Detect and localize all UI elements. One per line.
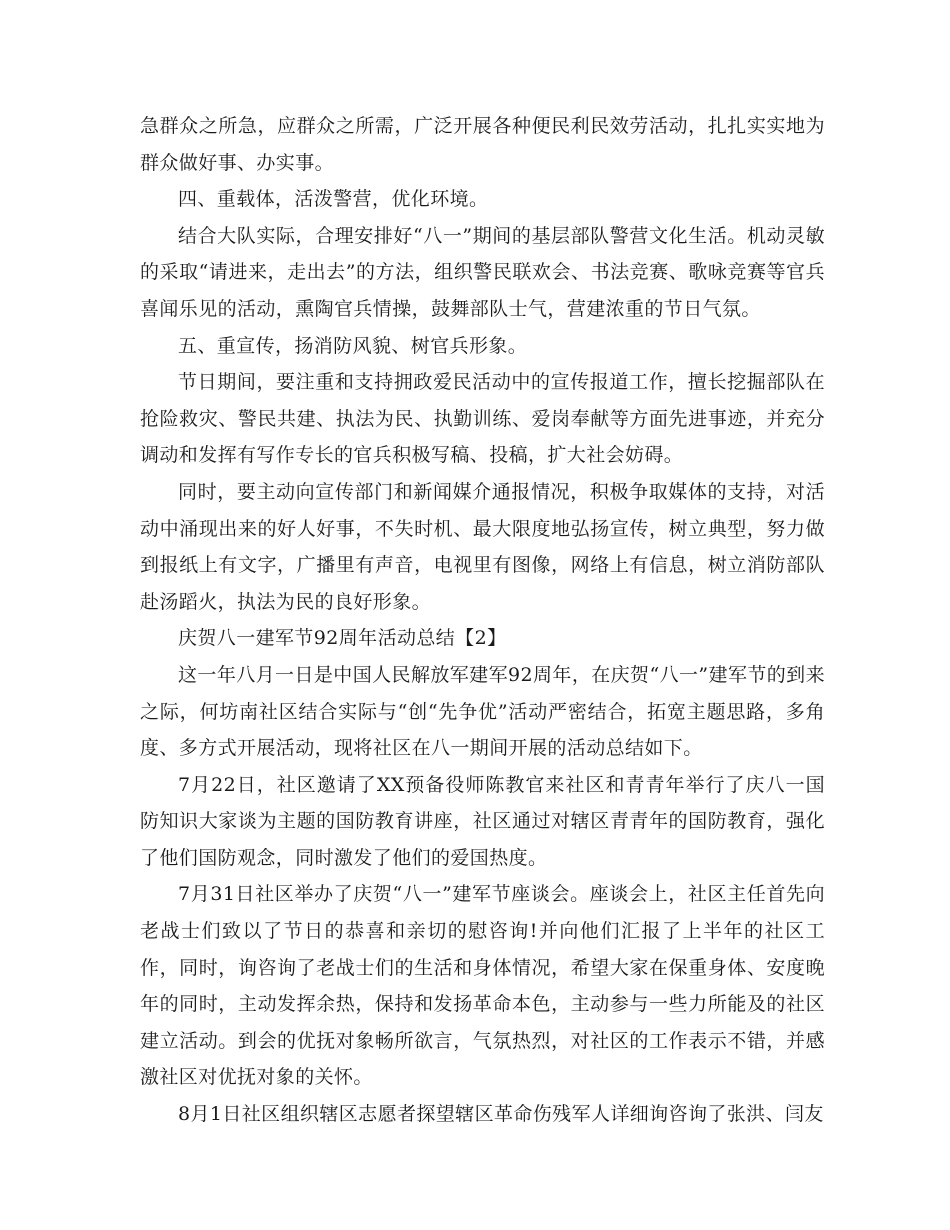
paragraph-continued: 急群众之所急，应群众之所需，广泛开展各种便民利民效劳活动，扎扎实实地为群众做好事、办实事。 [140,115,825,174]
section-heading-4: 四、重载体，活泼警营，优化环境。 [178,188,489,211]
document-body [140,108,825,1133]
paragraph: 7月31日社区举办了庆贺“八一”建军节座谈会。座谈会上，社区主任首先向老战士们致以了节日的恭喜和亲切的慰咨询!并向他们汇报了上半年的社区工作，同时，询咨询了老战士们的生活和身体情况，希望大家在保重身体、安度晚年的同时，主动发挥余热，保持和发扬革命本色，主动参与一些力所能及的社区建立活动。到会的优抚对象畅所欲言，气氛热烈，对社区的工作表示不错，并感激社区对优抚对象的关怀。 [140,883,825,1089]
paragraph: 结合大队实际，合理安排好“八一”期间的基层部队警营文化生活。机动灵敏的采取“请进来，走出去”的方法，组织警民联欢会、书法竞赛、歌咏竞赛等官兵喜闻乐见的活动，熏陶官兵情操，鼓舞部队士气，营建浓重的节日气氛。 [140,224,825,320]
paragraph: 节日期间，要注重和支持拥政爱民活动中的宣传报道工作，擅长挖掘部队在抢险救灾、警民共建、执法为民、执勤训练、爱岗奉献等方面先进事迹，并充分调动和发挥有写作专长的官兵积极写稿、投稿，扩大社会妨碍。 [140,371,825,467]
article-title: 庆贺八一建军节92周年活动总结【2】 [178,627,507,650]
paragraph: 这一年八月一日是中国人民解放军建军92周年，在庆贺“八一”建军节的到来之际，何坊南社区结合实际与“创“先争优”活动严密结合，拓宽主题思路，多角度、多方式开展活动，现将社区在八一期间开展的活动总结如下。 [140,663,825,760]
paragraph: 7月22日，社区邀请了XX预备役师陈教官来社区和青青年举行了庆八一国防知识大家谈为主题的国防教育讲座，社区通过对辖区青青年的国防教育，强化了他们国防观念，同时激发了他们的爱国热度。 [140,773,825,869]
section-heading-5: 五、重宣传，扬消防风貌、树官兵形象。 [178,334,528,357]
paragraph: 同时，要主动向宣传部门和新闻媒介通报情况，积极争取媒体的支持，对活动中涌现出来的好人好事，不失时机、最大限度地弘扬宣传，树立典型，努力做到报纸上有文字，广播里有声音，电视里有图像，网络上有信息，树立消防部队赴汤蹈火，执法为民的良好形象。 [140,480,825,613]
paragraph: 8月1日社区组织辖区志愿者探望辖区革命伤残军人详细询咨询了张洪、闫友 [178,1103,824,1126]
